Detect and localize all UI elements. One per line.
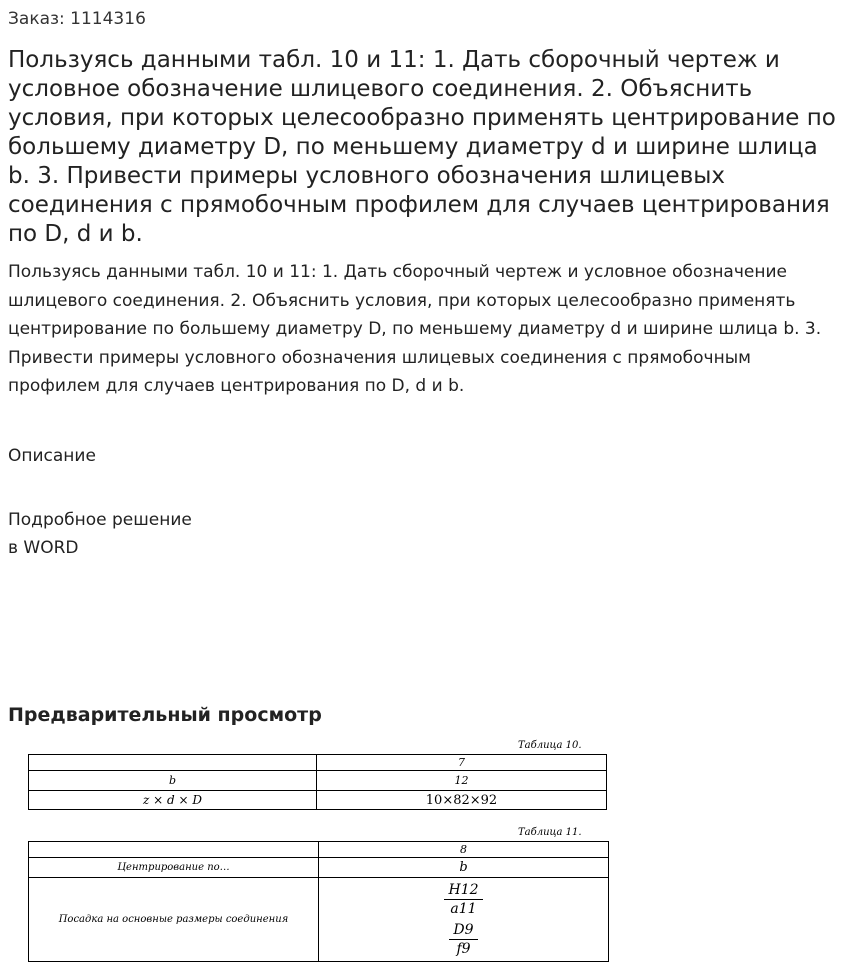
- table10-row2-value: 10×82×92: [317, 791, 607, 810]
- preview-heading: Предварительный просмотр: [8, 704, 322, 726]
- fit1-numerator: H12: [444, 881, 482, 900]
- fit2-numerator: D9: [449, 921, 477, 940]
- fit-fraction-1: [444, 881, 482, 918]
- table11-caption: Таблица 11.: [518, 827, 582, 838]
- table10-row1-label: b: [29, 771, 317, 791]
- table10-header-value: 7: [317, 755, 607, 771]
- table11-row1-label: Центрирование по…: [29, 858, 319, 878]
- table11-row2-label: Посадка на основные размеры соединения: [29, 878, 319, 962]
- table-row: [29, 878, 609, 962]
- table-11: [28, 841, 609, 962]
- table11-header-value: 8: [319, 842, 609, 858]
- task-description: Пользуясь данными табл. 10 и 11: 1. Дать сборочный чертеж и условное обозначение шлицевого соединения. 2. Объяснить условия, при которых целесообразно применять центрирование по большему диаметру D, по меньшему диаметру d и ширине шлица b. 3. Привести примеры условного обозначения шлицевых соединения с прямобочным профилем для случаев центрирования по D, d и b.: [8, 262, 822, 396]
- solution-note: [8, 506, 192, 562]
- task-title: Пользуясь данными табл. 10 и 11: 1. Дать сборочный чертеж и условное обозначение шлицевого соединения. 2. Объяснить условия, при которых целесообразно применять центрирование по большему диаметру D, по меньшему диаметру d и ширине шлица b. 3. Привести примеры условного обозначения шлицевых соединения с прямобочным профилем для случаев центрирования по D, d и b.: [8, 47, 836, 247]
- table-row: [29, 755, 607, 771]
- fit2-denominator: f9: [456, 941, 471, 957]
- table-cell: [29, 842, 319, 858]
- table10-row2-label: z × d × D: [29, 791, 317, 810]
- table-row: [29, 858, 609, 878]
- table10-caption: Таблица 10.: [518, 740, 582, 751]
- solution-line-2: в WORD: [8, 538, 79, 558]
- table11-fits-cell: [319, 878, 609, 962]
- table-10: [28, 754, 607, 810]
- order-number: Заказ: 1114316: [8, 9, 146, 29]
- table10-row1-value: 12: [317, 771, 607, 791]
- fit1-denominator: a11: [450, 901, 477, 917]
- fit-fraction-2: [449, 921, 477, 958]
- description-heading: Описание: [8, 446, 96, 466]
- table-cell: [29, 755, 317, 771]
- solution-line-1: Подробное решение: [8, 510, 192, 530]
- table-row: [29, 791, 607, 810]
- table-row: [29, 771, 607, 791]
- table-row: [29, 842, 609, 858]
- table11-row1-value: b: [319, 858, 609, 878]
